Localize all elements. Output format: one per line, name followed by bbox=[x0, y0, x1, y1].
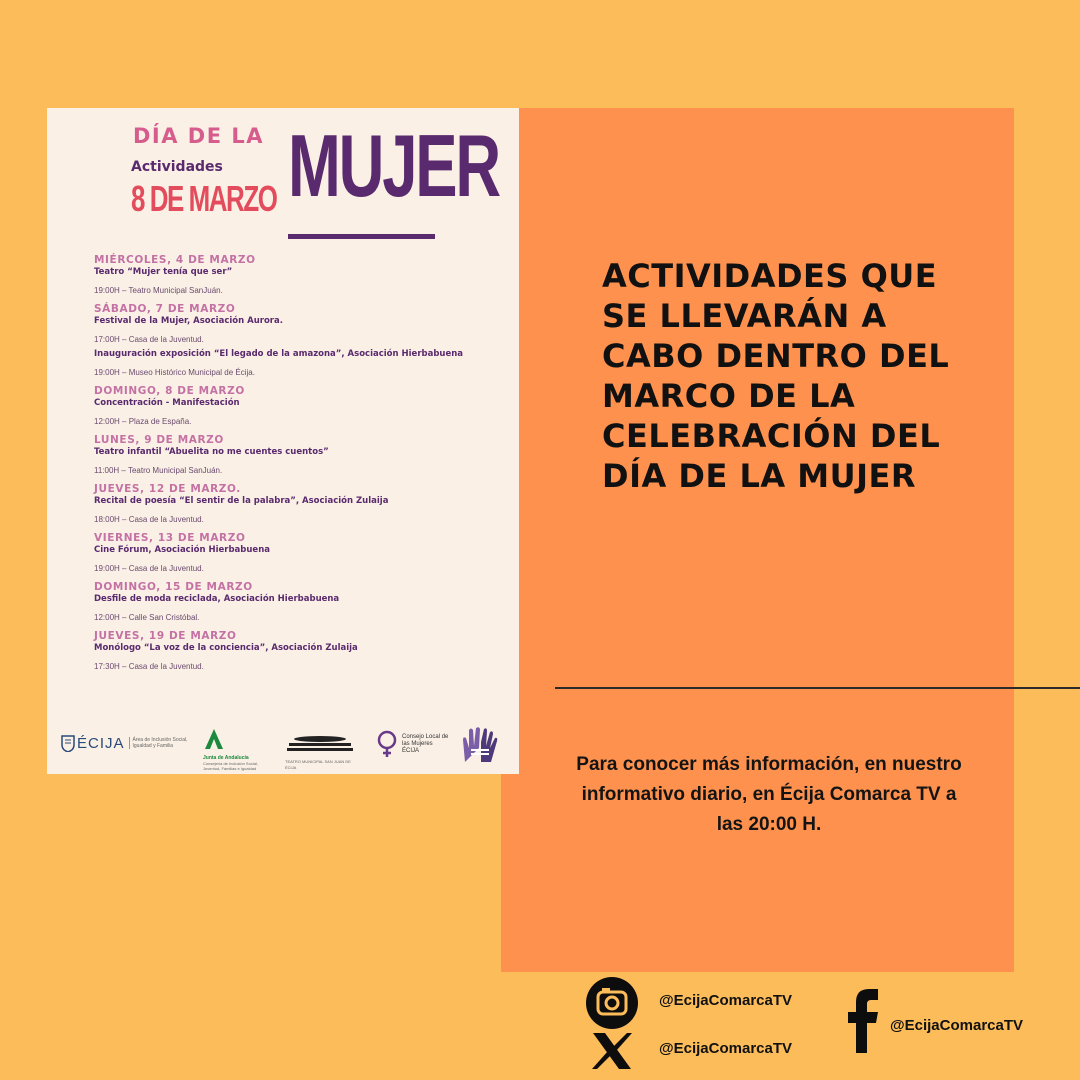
event-day bbox=[94, 483, 514, 525]
event-day bbox=[94, 385, 514, 427]
junta-text: Junta de Andalucía bbox=[203, 755, 249, 761]
sponsor-logos bbox=[59, 726, 509, 771]
event-date: VIERNES, 13 DE MARZO bbox=[94, 532, 246, 544]
event-day bbox=[94, 303, 514, 378]
junta-logo bbox=[203, 728, 275, 771]
poster-title-underline bbox=[288, 234, 435, 239]
event-day bbox=[94, 630, 514, 672]
event-detail: 17:00H – Casa de la Juventud. bbox=[94, 335, 204, 344]
ecija-logo bbox=[61, 734, 189, 752]
junta-sub-text: Consejería de Inclusión Social, Juventud, Familias e Igualdad bbox=[203, 761, 258, 771]
poster-date: 8 DE MARZO bbox=[131, 178, 277, 219]
event-title: Desfile de moda reciclada, Asociación Hierbabuena bbox=[94, 594, 340, 604]
event-day bbox=[94, 532, 514, 574]
poster-subtitle: Actividades bbox=[131, 159, 223, 175]
info-panel bbox=[501, 108, 1014, 972]
event-detail: 18:00H – Casa de la Juventud. bbox=[94, 515, 204, 524]
poster-title-top: DÍA DE LA bbox=[133, 124, 265, 148]
event-title: Teatro “Mujer tenía que ser” bbox=[94, 267, 233, 277]
info-text: Para conocer más información, en nuestro informativo diario, en Écija Comarca TV a las 20:00 H. bbox=[576, 754, 962, 835]
venus-symbol-icon bbox=[375, 730, 399, 758]
event-detail: 11:00H – Teatro Municipal SanJuán. bbox=[94, 466, 223, 475]
event-detail: 17:30H – Casa de la Juventud. bbox=[94, 662, 204, 671]
facebook-icon[interactable] bbox=[846, 987, 880, 1058]
headline: ACTIVIDADES QUE SE LLEVARÁN A CABO DENTRO DEL MARCO DE LA CELEBRACIÓN DEL DÍA DE LA MUJER bbox=[602, 257, 950, 495]
teatro-text: TEATRO MUNICIPAL SAN JUAN DE ÉCIJA bbox=[285, 759, 351, 770]
facebook-handle[interactable]: @EcijaComarcaTV bbox=[890, 1017, 1024, 1034]
event-title: Festival de la Mujer, Asociación Aurora. bbox=[94, 316, 283, 326]
event-day bbox=[94, 254, 514, 296]
junta-andalucia-icon bbox=[203, 728, 225, 750]
x-icon[interactable] bbox=[590, 1032, 634, 1075]
event-date: JUEVES, 12 DE MARZO. bbox=[94, 483, 241, 495]
ecija-crest-icon bbox=[61, 734, 75, 752]
event-title: Teatro infantil “Abuelita no me cuentes cuentos” bbox=[94, 447, 329, 457]
teatro-icon bbox=[285, 734, 355, 754]
event-detail: 12:00H – Calle San Cristóbal. bbox=[94, 613, 200, 622]
ecija-logo-text: ÉCIJA bbox=[77, 734, 125, 752]
x-handle[interactable]: @EcijaComarcaTV bbox=[659, 1040, 793, 1057]
poster-title-big: MUJER bbox=[288, 116, 499, 215]
event-day bbox=[94, 434, 514, 476]
event-title: Concentración - Manifestación bbox=[94, 398, 240, 408]
consejo-logo bbox=[375, 730, 450, 758]
instagram-icon[interactable] bbox=[585, 976, 639, 1035]
event-date: JUEVES, 19 DE MARZO bbox=[94, 630, 237, 642]
event-date: SÁBADO, 7 DE MARZO bbox=[94, 303, 236, 315]
event-date: MIÉRCOLES, 4 DE MARZO bbox=[94, 254, 256, 266]
instagram-handle[interactable]: @EcijaComarcaTV bbox=[659, 992, 793, 1009]
event-title: Recital de poesía “El sentir de la palabra”, Asociación Zulaija bbox=[94, 496, 389, 506]
event-date: DOMINGO, 15 DE MARZO bbox=[94, 581, 253, 593]
event-detail: 19:00H – Teatro Municipal SanJuán. bbox=[94, 286, 223, 295]
hands-logo bbox=[459, 726, 501, 769]
event-detail: 12:00H – Plaza de España. bbox=[94, 417, 192, 426]
event-detail: 19:00H – Casa de la Juventud. bbox=[94, 564, 204, 573]
event-title: Cine Fórum, Asociación Hierbabuena bbox=[94, 545, 270, 555]
event-date: LUNES, 9 DE MARZO bbox=[94, 434, 224, 446]
event-list bbox=[94, 254, 514, 679]
event-day bbox=[94, 581, 514, 623]
raised-hands-icon bbox=[459, 726, 501, 764]
event-title: Monólogo “La voz de la conciencia”, Asociación Zulaija bbox=[94, 643, 358, 653]
ecija-area-text: Área de Inclusión Social, Igualdad y Familia bbox=[129, 737, 189, 749]
event-poster bbox=[47, 108, 519, 774]
divider-line bbox=[555, 687, 1080, 689]
event-title: Inauguración exposición “El legado de la amazona”, Asociación Hierbabuena bbox=[94, 349, 464, 359]
consejo-text: Consejo Local de las Mujeres ÉCIJA bbox=[402, 733, 449, 754]
teatro-logo bbox=[285, 734, 357, 771]
event-date: DOMINGO, 8 DE MARZO bbox=[94, 385, 245, 397]
event-detail: 19:00H – Museo Histórico Municipal de Écija. bbox=[94, 368, 255, 377]
